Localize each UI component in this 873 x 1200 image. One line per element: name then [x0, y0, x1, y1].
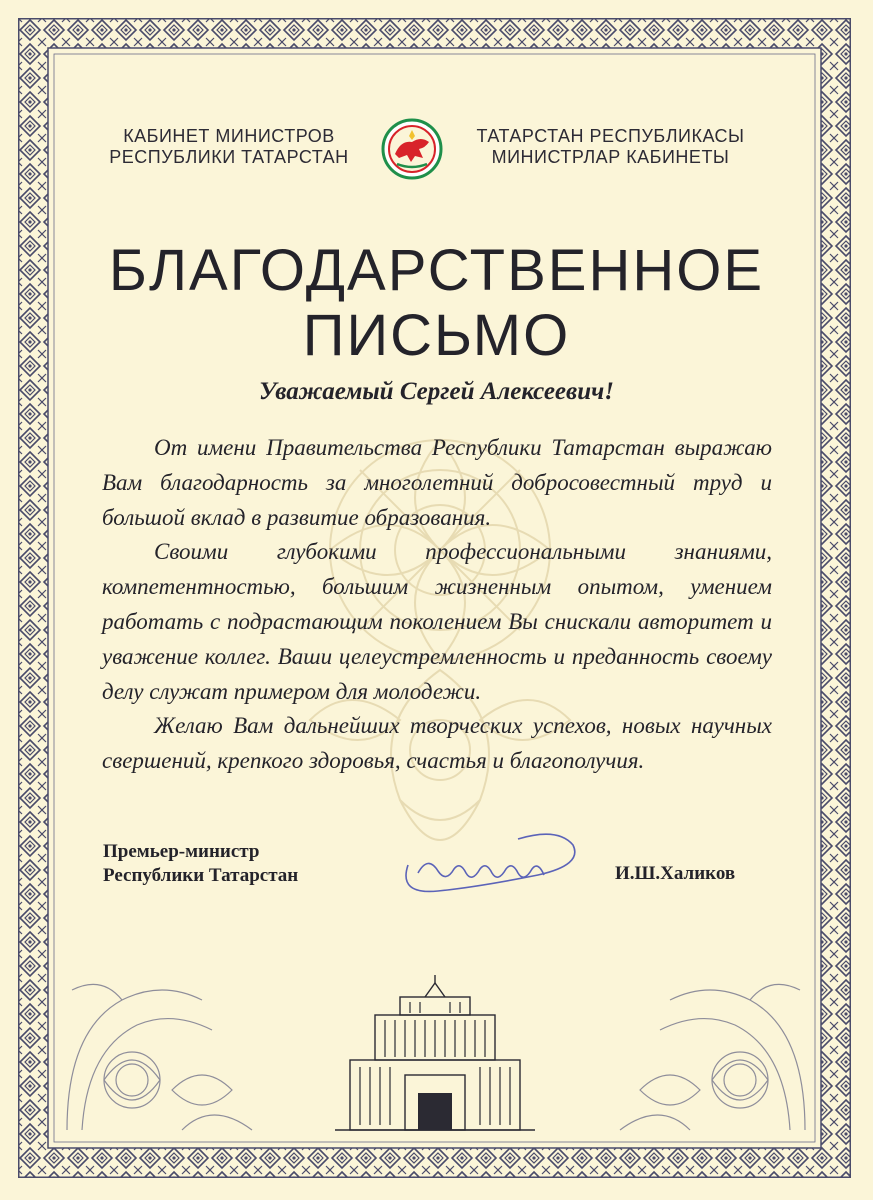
- header-right-line2: МИНИСТРЛАР КАБИНЕТЫ: [491, 147, 730, 167]
- letter-body: [102, 431, 772, 779]
- tatarstan-emblem-icon: [381, 118, 443, 180]
- header-right-line1: ТАТАРСТАН РЕСПУБЛИКАСЫ: [476, 126, 745, 146]
- corner-ornament-left: [62, 970, 262, 1135]
- paragraph-gratitude: От имени Правительства Республики Татарстан выражаю Вам благодарность за многолетний добросовестный труд и большой вклад в развитие образования.: [102, 435, 772, 530]
- handwritten-signature: [388, 825, 588, 915]
- paragraph-merits: Своими глубокими профессиональными знаниями, компетентностью, большим жизненным опытом, умением работать с подрастающим поколением Вы снискали авторитет и уважение коллег. Ваши целеустремленность и преданность своему делу служат примером для молодежи.: [102, 539, 772, 704]
- signer-position-line2: Республики Татарстан: [103, 865, 299, 886]
- paragraph-wishes: Желаю Вам дальнейших творческих успехов, новых научных свершений, крепкого здоровья, счастья и благополучия.: [102, 713, 772, 774]
- signer-position: [103, 840, 298, 888]
- title-line1: БЛАГОДАРСТВЕННОЕ: [108, 238, 765, 303]
- title-line2: ПИСЬМО: [302, 303, 571, 368]
- signer-name: И.Ш.Халиков: [615, 863, 736, 884]
- document-title: [0, 238, 873, 368]
- header-left-line2: РЕСПУБЛИКИ ТАТАРСТАН: [109, 147, 349, 167]
- salutation: Уважаемый Сергей Алексеевич!: [259, 378, 614, 405]
- government-building-icon: [330, 975, 540, 1135]
- corner-ornament-right: [610, 970, 810, 1135]
- signer-position-line1: Премьер-министр: [103, 841, 260, 862]
- header-ministry-tatar: [458, 126, 763, 168]
- header-ministry-russian: [94, 126, 364, 168]
- header-left-line1: КАБИНЕТ МИНИСТРОВ: [123, 126, 335, 146]
